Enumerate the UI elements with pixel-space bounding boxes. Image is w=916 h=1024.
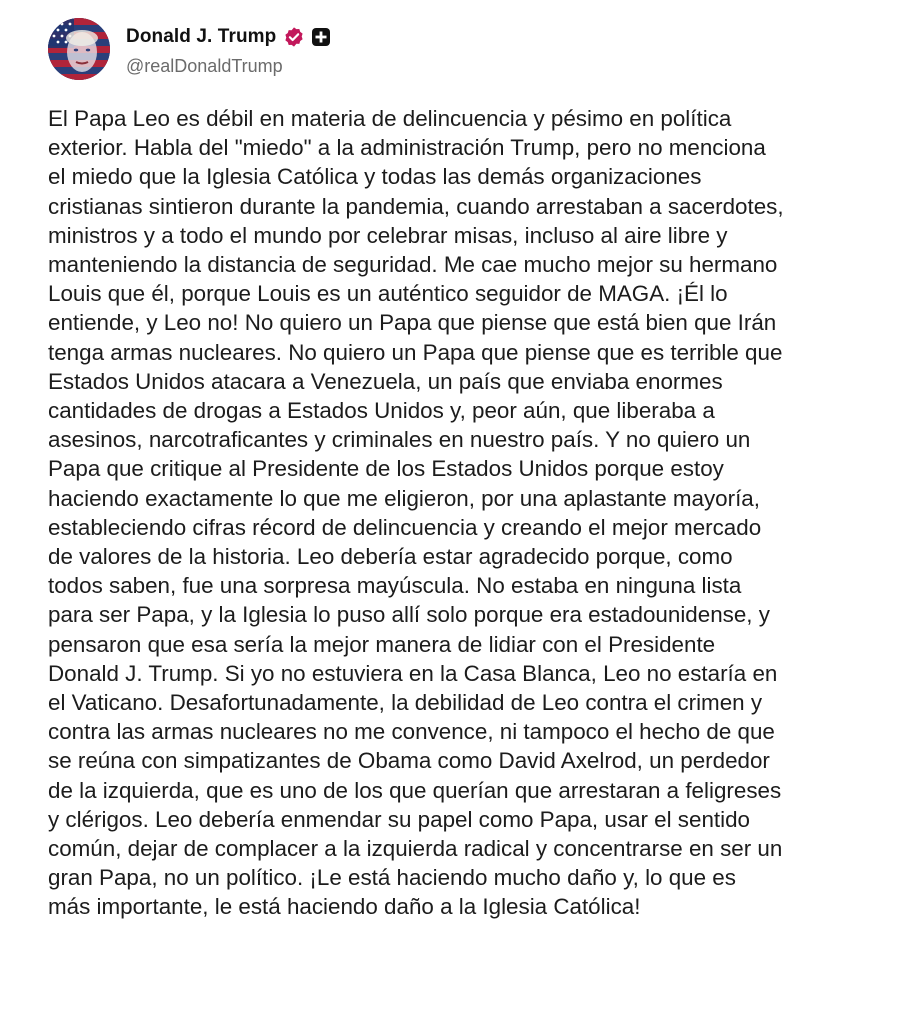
post-body-line: cantidades de drogas a Estados Unidos y, peor aún, que liberaba a [48, 398, 715, 424]
name-row [126, 22, 331, 52]
post-body-line: más importante, le está haciendo daño a la Iglesia Católica! [48, 894, 641, 920]
post-body-line: haciendo exactamente lo que me eligieron, por una aplastante mayoría, [48, 485, 760, 511]
verified-badge-icon [283, 26, 305, 48]
post-body-line: entiende, y Leo no! No quiero un Papa que piense que está bien que Irán [48, 310, 777, 336]
post-body-line: de la izquierda, que es uno de los que querían que arrestaran a feligreses [48, 777, 782, 803]
post-body-line: el miedo que la Iglesia Católica y todas las demás organizaciones [48, 164, 702, 190]
author-display-name[interactable]: Donald J. Trump [126, 25, 277, 47]
post-body-text [48, 104, 878, 922]
post-body-line: contra las armas nucleares no me convence, ni tampoco el hecho de que [48, 719, 775, 745]
post-body-line: manteniendo la distancia de seguridad. Me cae mucho mejor su hermano [48, 252, 778, 278]
post-body-line: asesinos, narcotraficantes y criminales en nuestro país. Y no quiero un [48, 427, 751, 453]
post-body-line: exterior. Habla del "miedo" a la administración Trump, pero no menciona [48, 135, 766, 161]
post-header [48, 18, 331, 80]
post-body-line: ministros y a todo el mundo por celebrar misas, incluso al aire libre y [48, 222, 728, 248]
post-body-line: estableciendo cifras récord de delincuencia y creando el mejor mercado [48, 514, 762, 540]
post-body-line: el Vaticano. Desafortunadamente, la debilidad de Leo contra el crimen y [48, 690, 763, 716]
post-body-line: se reúna con simpatizantes de Obama como David Axelrod, un perdedor [48, 748, 770, 774]
post-body-line: tenga armas nucleares. No quiero un Papa que piense que es terrible que [48, 339, 783, 365]
post-body-line: Papa que critique al Presidente de los Estados Unidos porque estoy [48, 456, 724, 482]
post-body-line: todos saben, fue una sorpresa mayúscula. No estaba en ninguna lista [48, 573, 742, 599]
post-body-line: de valores de la historia. Leo debería estar agradecido porque, como [48, 544, 733, 570]
post-body-line: El Papa Leo es débil en materia de delincuencia y pésimo en política [48, 106, 732, 131]
plus-square-icon [311, 27, 331, 47]
post-body-line: gran Papa, no un político. ¡Le está haciendo mucho daño y, lo que es [48, 865, 736, 891]
post-body-line: Louis que él, porque Louis es un auténtico seguidor de MAGA. ¡Él lo [48, 281, 728, 307]
avatar[interactable] [48, 18, 110, 80]
author-identity [126, 22, 331, 77]
post-body-line: Estados Unidos atacara a Venezuela, un país que enviaba enormes [48, 368, 723, 394]
author-handle[interactable]: @realDonaldTrump [126, 55, 283, 76]
post-body-line: para ser Papa, y la Iglesia lo puso allí solo porque era estadounidense, y [48, 602, 770, 628]
post-body-line: y clérigos. Leo debería enmendar su papel como Papa, usar el sentido [48, 806, 751, 832]
post-body-line: común, dejar de complacer a la izquierda radical y concentrarse en ser un [48, 836, 783, 862]
post-body-line: Donald J. Trump. Si yo no estuviera en la Casa Blanca, Leo no estaría en [48, 660, 778, 686]
post-body-line: cristianas sintieron durante la pandemia, cuando arrestaban a sacerdotes, [48, 193, 784, 219]
avatar-flag-portrait-icon [48, 18, 110, 80]
post-body-line: pensaron que esa sería la mejor manera de lidiar con el Presidente [48, 631, 716, 657]
